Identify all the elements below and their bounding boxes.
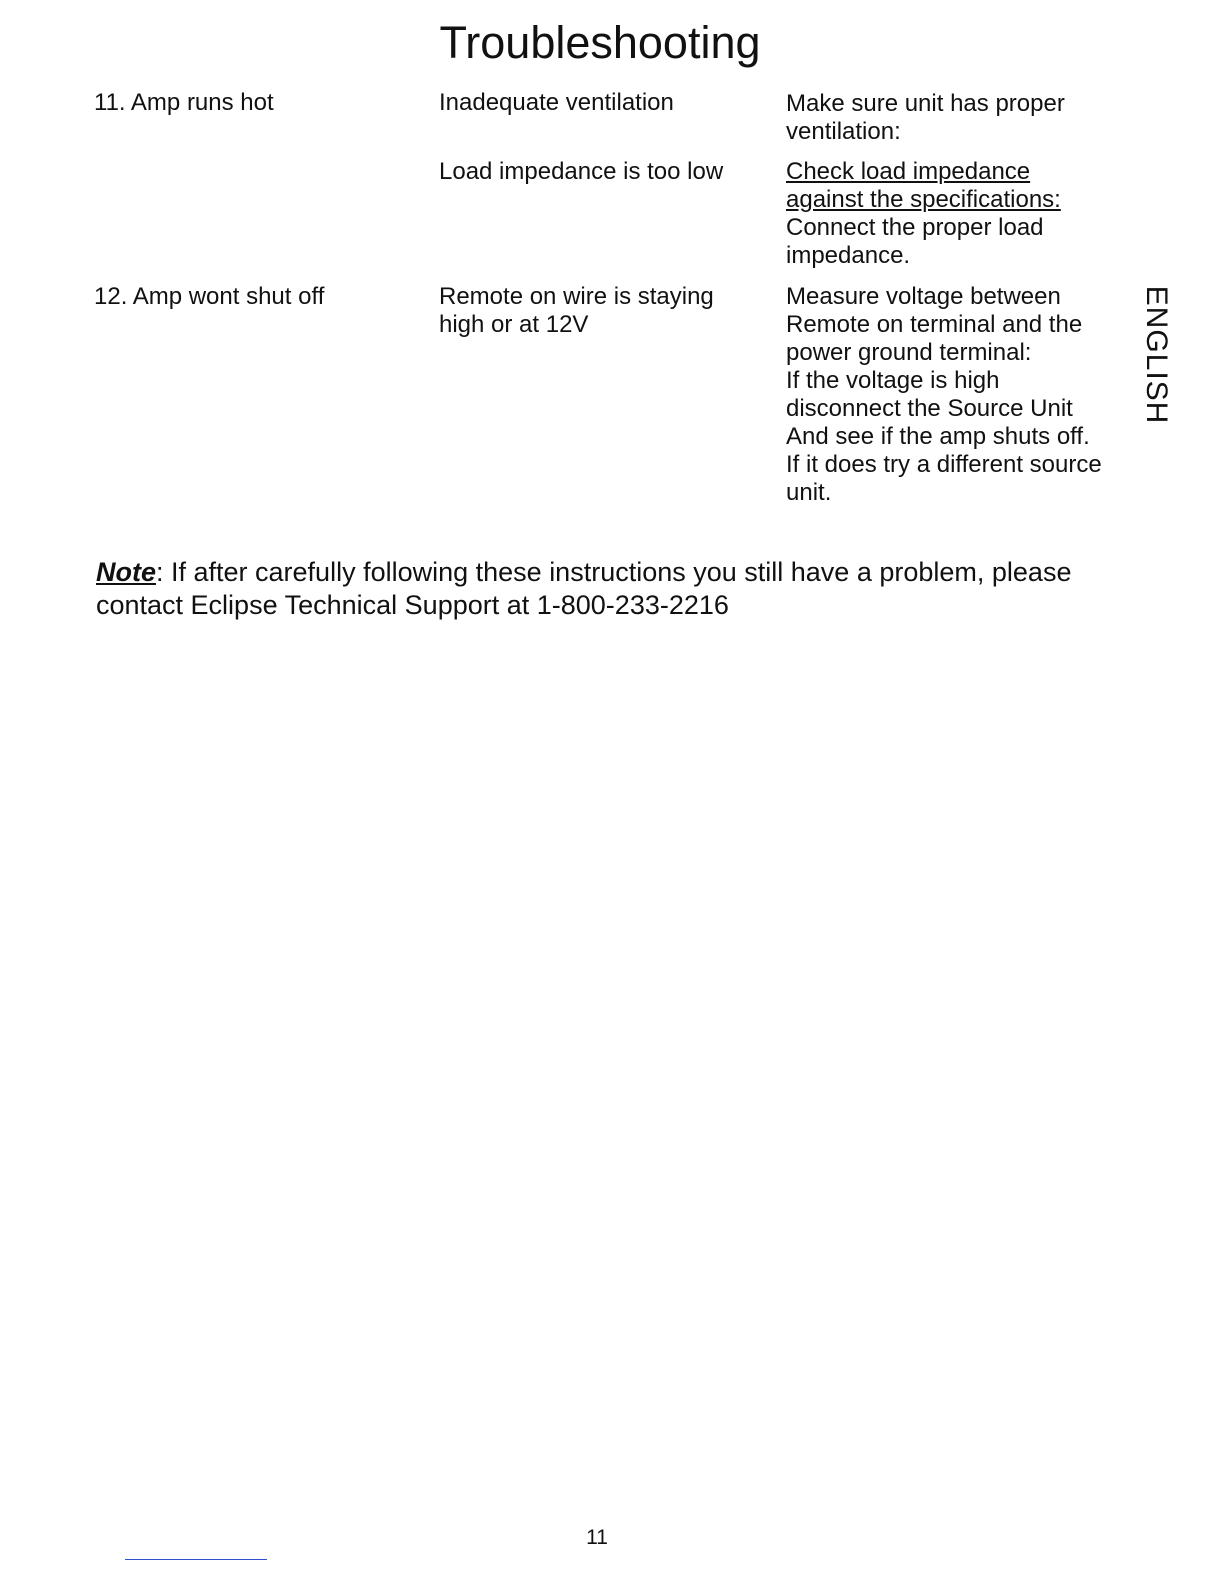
- solution-text: [786, 90, 1126, 146]
- problem-item: 11. Amp runs hot: [94, 89, 274, 116]
- underlined-text-line: Check load impedance: [786, 158, 1031, 185]
- text-line: ventilation:: [786, 118, 901, 145]
- solution-text: [786, 283, 1126, 507]
- solution-text: [786, 158, 1126, 270]
- text-line: Connect the proper load: [786, 214, 1044, 241]
- text-line: disconnect the Source Unit: [786, 395, 1073, 422]
- underlined-text-line: against the specifications:: [786, 186, 1061, 213]
- cause-text: [439, 158, 769, 186]
- problem-item: 12. Amp wont shut off: [94, 283, 325, 310]
- text-line: impedance.: [786, 242, 911, 269]
- text-line: power ground terminal:: [786, 339, 1032, 366]
- text-line: high or at 12V: [439, 311, 589, 338]
- language-label-text: ENGLISH: [1140, 285, 1173, 425]
- page-number: 11: [586, 1526, 608, 1549]
- text-line: Inadequate ventilation: [439, 89, 674, 116]
- language-side-label: [1138, 280, 1174, 430]
- text-line: unit.: [786, 479, 832, 506]
- text-line: Load impedance is too low: [439, 158, 724, 185]
- cause-text: [439, 89, 769, 117]
- text-line: If the voltage is high: [786, 367, 1000, 394]
- note-text: contact Eclipse Technical Support at 1-800-233-2216: [96, 590, 729, 620]
- text-line: Remote on terminal and the: [786, 311, 1083, 338]
- text-line: Remote on wire is staying: [439, 283, 714, 310]
- support-note: [96, 556, 1116, 622]
- text-line: Make sure unit has proper: [786, 90, 1065, 117]
- note-label: Note: [96, 557, 156, 587]
- text-line: Measure voltage between: [786, 283, 1061, 310]
- text-line: If it does try a different source: [786, 451, 1102, 478]
- cause-text: [439, 283, 769, 339]
- footer-rule: [125, 1559, 267, 1560]
- text-line: And see if the amp shuts off.: [786, 423, 1090, 450]
- note-text: : If after carefully following these instructions you still have a problem, please: [156, 557, 1072, 587]
- page-title: Troubleshooting: [439, 17, 761, 68]
